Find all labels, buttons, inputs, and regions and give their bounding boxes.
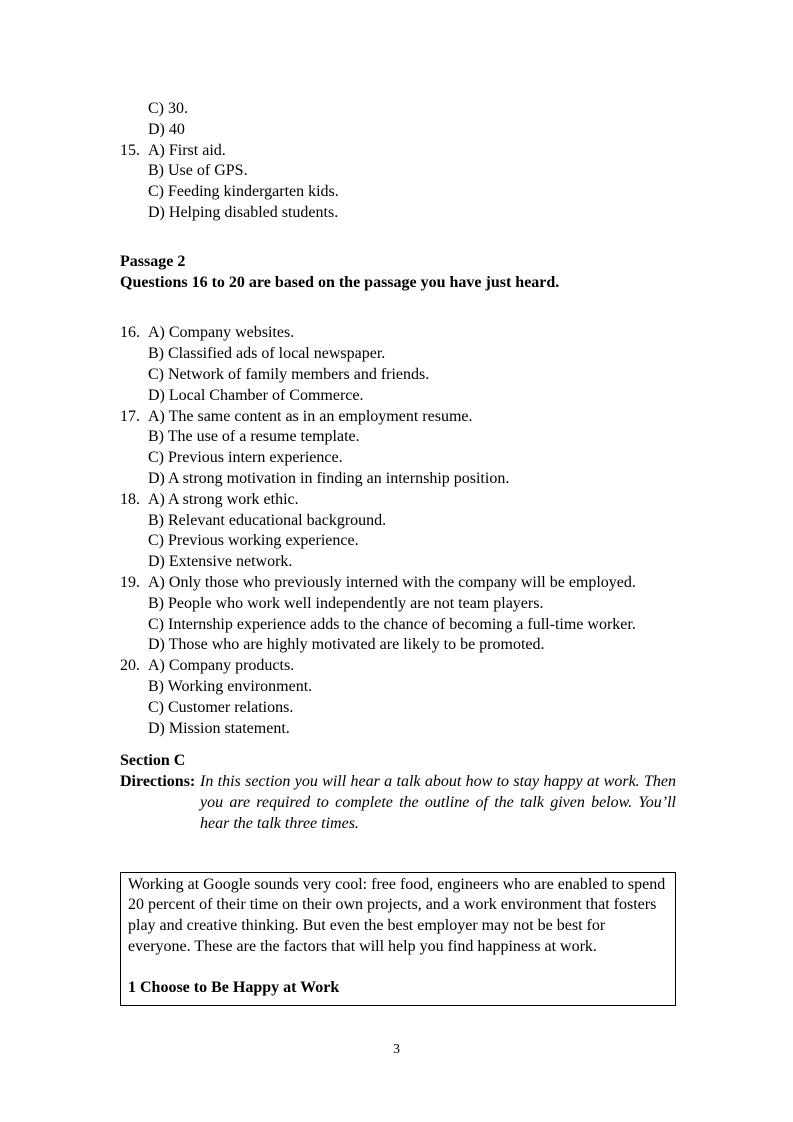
option-line: B) The use of a resume template.: [148, 428, 360, 446]
option-line: C) Previous intern experience.: [148, 449, 343, 467]
option-line: D) Local Chamber of Commerce.: [148, 386, 364, 404]
directions-block: [120, 772, 676, 834]
option-line: C) Feeding kindergarten kids.: [148, 183, 339, 201]
question-16: [120, 323, 676, 406]
option-line: C) Previous working experience.: [148, 532, 359, 550]
outline-box-paragraph: Working at Google sounds very cool: free food, engineers who are enabled to spend 20 percent of their time on their own projects, and a work environment that fosters play and creative thinking. But even the best employer may not be best for everyone. These are the factors that will help you find happiness at work.: [128, 875, 666, 955]
continuation-options: [148, 99, 676, 141]
question-options: [148, 407, 676, 490]
option-line: B) Use of GPS.: [148, 162, 248, 180]
option-line: B) Relevant educational background.: [148, 511, 387, 529]
option-line: D) 40: [148, 120, 185, 138]
question-14-continuation: [120, 99, 676, 141]
option-line: A) The same content as in an employment resume.: [148, 407, 473, 425]
spacer: [120, 224, 676, 252]
question-15: [120, 141, 676, 224]
question-options: [148, 141, 676, 224]
question-number: 16.: [120, 324, 140, 342]
option-line: D) Extensive network.: [148, 553, 293, 571]
spacer: [120, 293, 676, 323]
directions-text: In this section you will hear a talk about how to stay happy at work. Then you are required to complete the outline of the talk given below. You’ll hear the talk three times.: [200, 773, 676, 832]
option-line: C) Customer relations.: [148, 698, 294, 716]
spacer: [128, 958, 667, 979]
outline-box: [120, 872, 676, 1007]
question-15-container: [120, 141, 676, 224]
question-number: 17.: [120, 407, 140, 425]
question-number: 18.: [120, 490, 140, 508]
option-line: D) Those who are highly motivated are likely to be promoted.: [148, 636, 545, 654]
option-line: A) Company products.: [148, 657, 295, 675]
question-20: [120, 656, 676, 739]
page-number: 3: [393, 1042, 400, 1057]
option-line: A) Company websites.: [148, 324, 295, 342]
option-line: D) Helping disabled students.: [148, 203, 339, 221]
question-19: [120, 573, 676, 656]
option-line: A) A strong work ethic.: [148, 490, 299, 508]
question-number: 19.: [120, 573, 140, 591]
question-number: 15.: [120, 141, 140, 159]
question-17: [120, 407, 676, 490]
questions-16-20-container: [120, 323, 676, 739]
question-options: [148, 573, 676, 656]
spacer: [120, 739, 676, 751]
spacer: [120, 835, 676, 872]
option-line: C) Internship experience adds to the chance of becoming a full-time worker.: [148, 615, 636, 633]
option-line: C) 30.: [148, 100, 188, 117]
question-options: [148, 490, 676, 573]
passage-2-instruction: Questions 16 to 20 are based on the passage you have just heard.: [120, 273, 560, 291]
option-line: D) Mission statement.: [148, 719, 290, 737]
question-options: [148, 656, 676, 739]
option-line: A) First aid.: [148, 141, 226, 159]
section-c-title: Section C: [120, 752, 186, 770]
outline-box-heading: 1 Choose to Be Happy at Work: [128, 979, 340, 997]
question-options: [148, 323, 676, 406]
option-line: D) A strong motivation in finding an internship position.: [148, 469, 510, 487]
question-18: [120, 490, 676, 573]
option-line: C) Network of family members and friends.: [148, 365, 430, 383]
option-line: B) Classified ads of local newspaper.: [148, 345, 386, 363]
option-line: B) People who work well independently are not team players.: [148, 594, 544, 612]
question-number: 20.: [120, 657, 140, 675]
directions-label: Directions:: [120, 773, 196, 791]
passage-2-title: Passage 2: [120, 252, 186, 270]
option-line: B) Working environment.: [148, 677, 313, 695]
option-line: A) Only those who previously interned with the company will be employed.: [148, 573, 636, 591]
